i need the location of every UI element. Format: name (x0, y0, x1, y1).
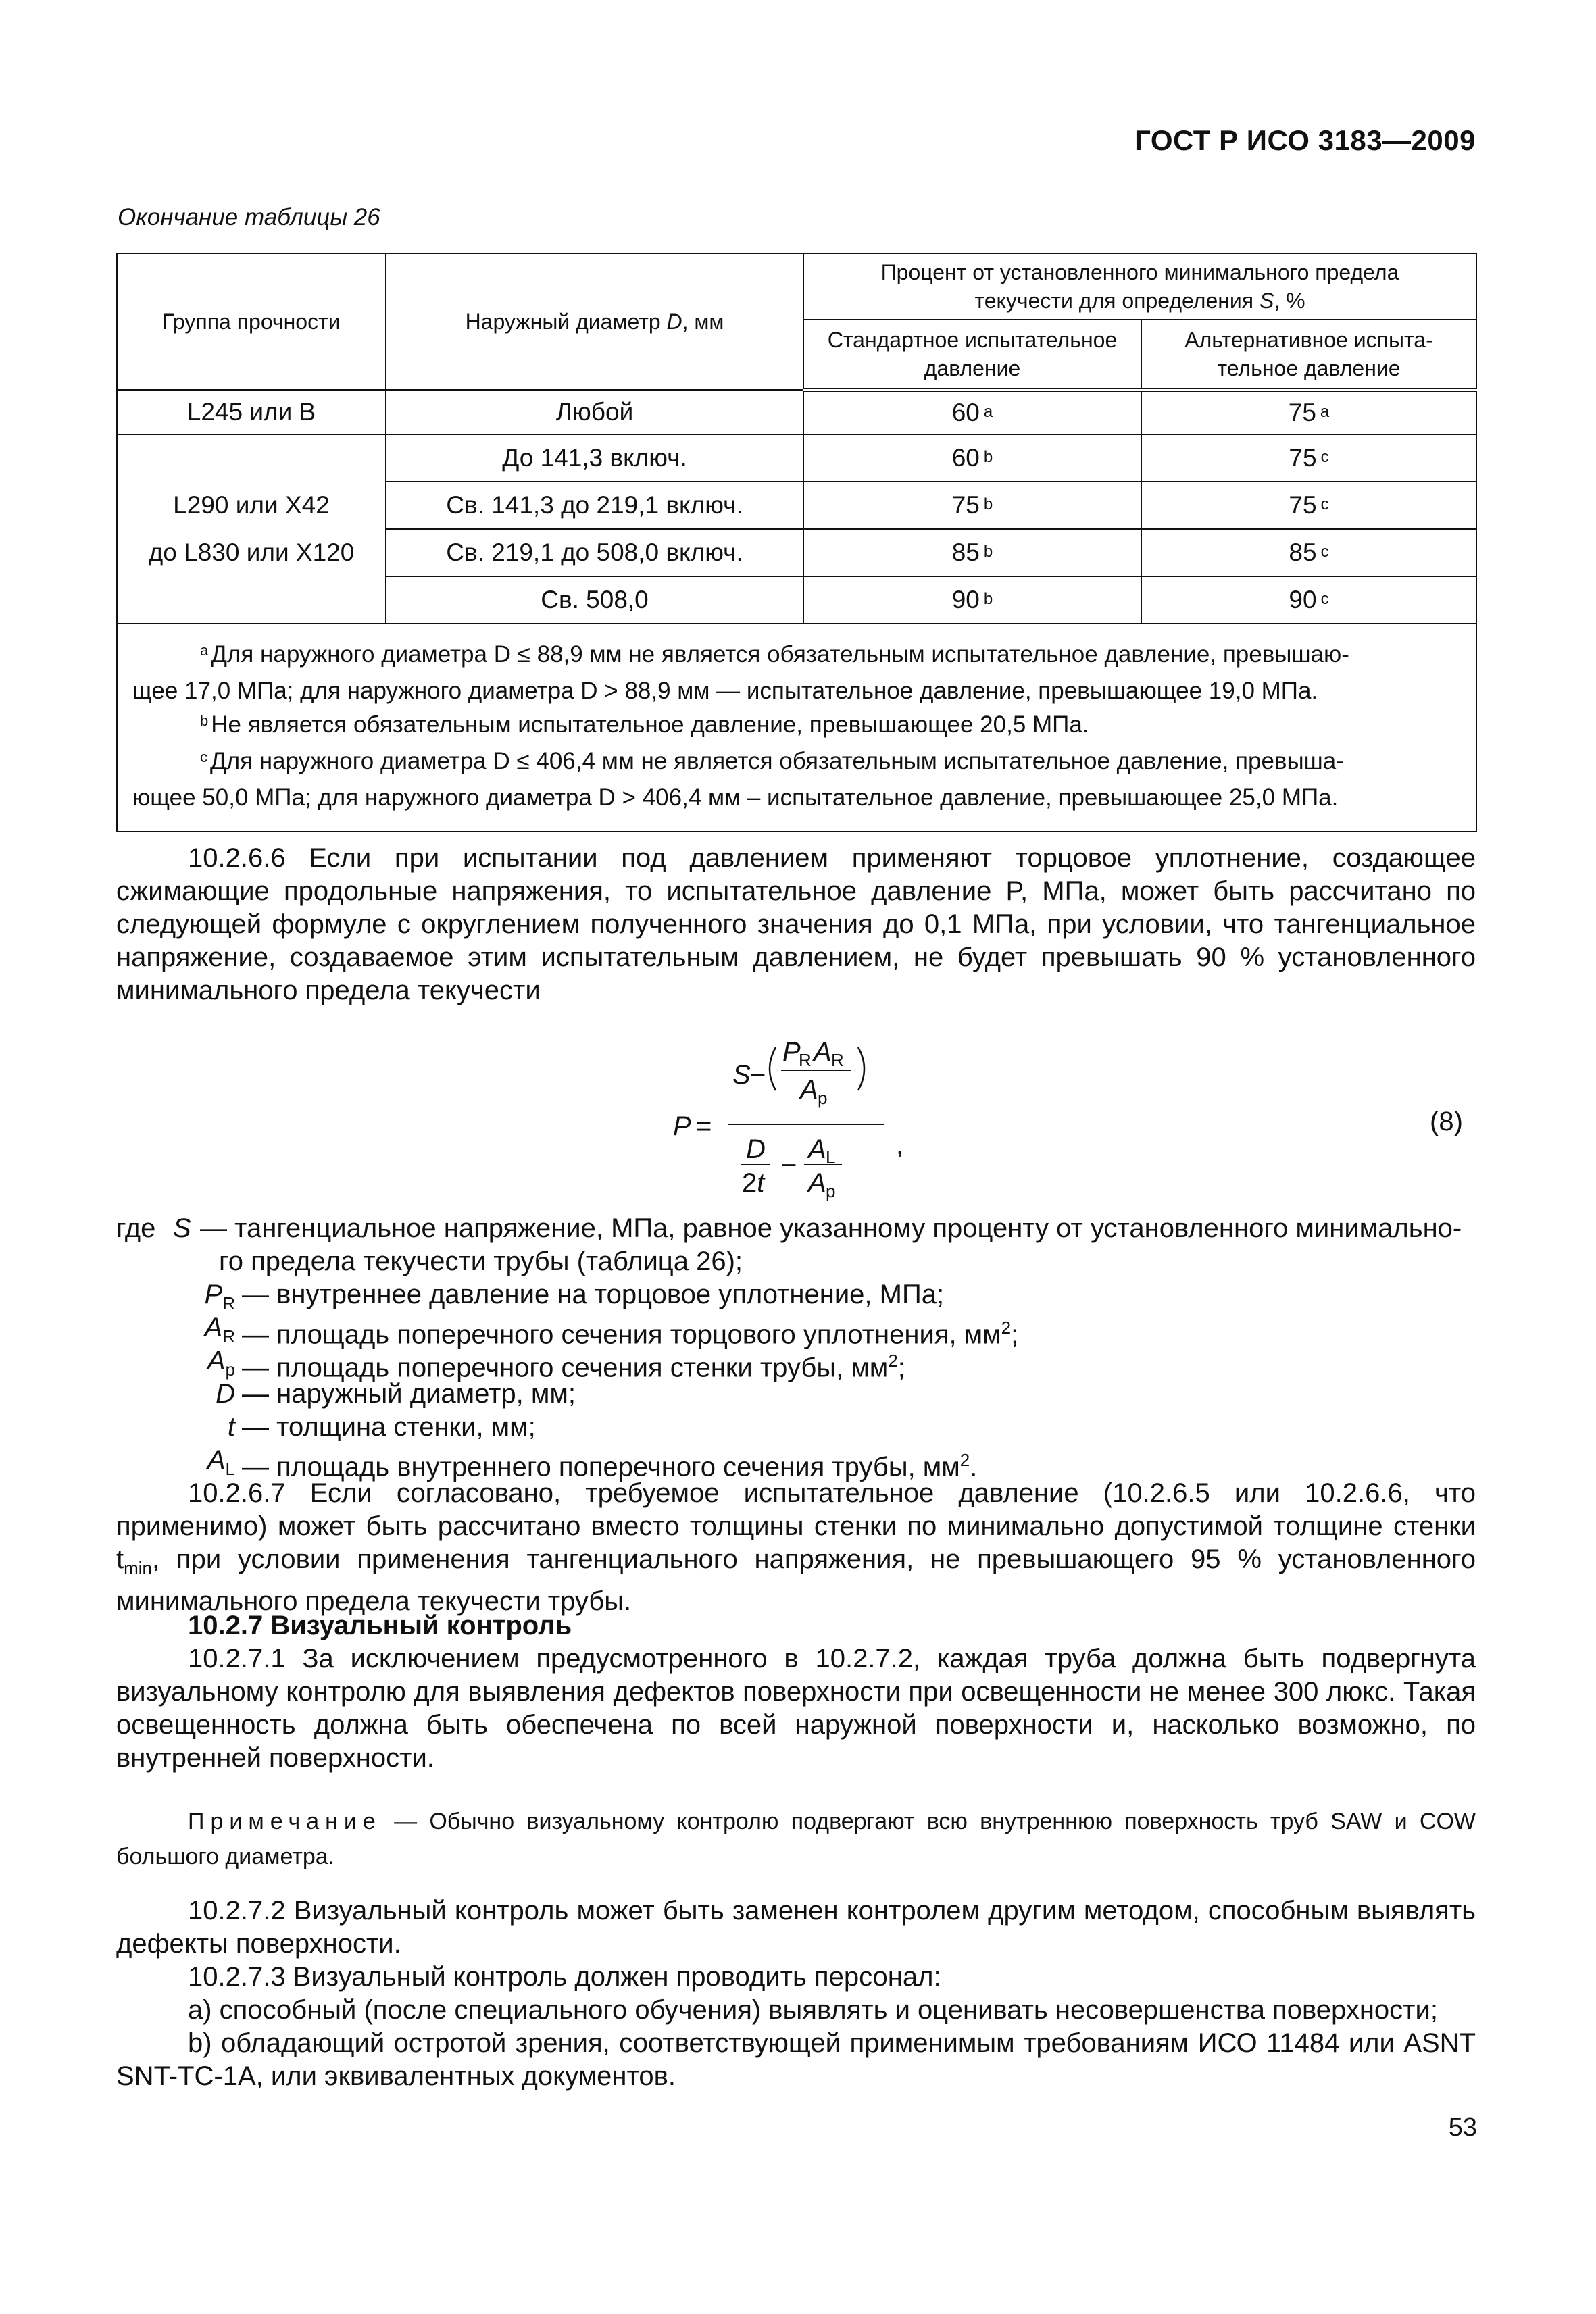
legend-symbol: $A_p$ (207, 1346, 235, 1380)
legend-row-Ap (116, 1344, 1476, 1383)
cell-diameter: Св. 508,0 (386, 576, 803, 624)
header-strength-group: Группа прочности (117, 253, 386, 390)
paragraph-10-2-7-2: 10.2.7.2 Визуальный контроль может быть заменен контролем другим методом, способным выявлять дефекты поверхности. (116, 1896, 1476, 1959)
legend-definition: го предела текучести трубы (таблица 26); (219, 1247, 743, 1276)
paragraph-10-2-6-7: 10.2.6.7 Если согласовано, требуемое испытательное давление (10.2.6.5 или 10.2.6.6, что применимо) может быть рассчитано вместо толщины стенки по минимально допустимой толщине стенки $t_{min}$, при условии применения тангенциального напряжения, не превышающего 95 % установленного минимального предела текучести трубы. (116, 1478, 1476, 1616)
legend-row-S-cont (116, 1245, 1476, 1278)
legend-row-AR (116, 1311, 1476, 1350)
legend-definition: — площадь поперечного сечения торцового уплотнения, $мм^2$; (242, 1317, 1019, 1350)
legend-row-D (116, 1378, 1476, 1411)
legend-row-S (116, 1212, 1476, 1245)
cell-alternative: 75 $^c$ (1141, 482, 1476, 529)
svg-text:S: S (732, 1060, 751, 1090)
cell-diameter: Св. 141,3 до 219,1 включ. (386, 482, 803, 529)
cell-group: L245 или В (117, 390, 386, 434)
legend-symbol: t (227, 1412, 235, 1442)
svg-text:−: − (781, 1151, 797, 1180)
group-2-line-1: L290 или Х42 (173, 491, 330, 519)
document-code: ГОСТ Р ИСО 3183—2009 (1134, 124, 1476, 156)
legend-row-PR (116, 1278, 1476, 1311)
svg-text:p: p (818, 1088, 828, 1108)
page-number: 53 (1448, 2113, 1477, 2142)
section-heading: 10.2.7 Визуальный контроль (188, 1611, 572, 1640)
svg-text:D: D (746, 1134, 766, 1164)
legend-symbol: $A_R$ (204, 1313, 235, 1347)
formula-number: (8) (1430, 1107, 1463, 1136)
cell-diameter: Любой (386, 390, 803, 434)
legend-intro: где (116, 1213, 156, 1243)
svg-text:2t: 2t (742, 1168, 765, 1198)
legend-symbol: D (216, 1379, 235, 1409)
svg-text:=: = (696, 1111, 712, 1141)
cell-alternative: 90 $^c$ (1141, 576, 1476, 624)
header-outer-diameter: Наружный диаметр D, мм (386, 253, 803, 390)
paragraph-10-2-7-1: 10.2.7.1 За исключением предусмотренного в 10.2.7.2, каждая труба должна быть подвергнута визуальному контролю для выявления дефектов поверхности при освещенности не менее 300 люкс. Такая освещенность должна быть обеспечена по всей наружной поверхности и, насколько возможно, по внутренней поверхности. (116, 1644, 1476, 1773)
table-footnotes (117, 624, 1476, 832)
svg-text:p: p (826, 1181, 836, 1201)
legend-definition: — площадь поперечного сечения стенки трубы, $мм^2$; (242, 1351, 905, 1383)
legend-definition: — площадь внутреннего поперечного сечения трубы, $мм^2$. (242, 1450, 978, 1482)
svg-text:P: P (673, 1111, 691, 1141)
formula-legend (116, 1212, 1476, 1482)
legend-row-t (116, 1411, 1476, 1444)
footnote-c-line-1: $^c$ Для наружного диаметра D ≤ 406,4 мм не является обязательным испытательное давление, превыша- (200, 748, 1344, 774)
svg-text:R: R (799, 1050, 812, 1070)
table-caption: Окончание таблицы 26 (118, 204, 380, 230)
svg-text:R: R (831, 1050, 844, 1070)
footnote-b: $^b$ Не является обязательным испытательное давление, превышающее 20,5 МПа. (200, 711, 1089, 738)
footnote-a-line-2: щее 17,0 МПа; для наружного диаметра D > 88,9 мм — испытательное давление, превышающее 19,0 МПа. (132, 678, 1318, 704)
legend-definition: — внутреннее давление на торцовое уплотнение, МПа; (242, 1280, 945, 1309)
header-yield-percent: Процент от установленного минимального предела текучести для определения S, % (803, 253, 1476, 320)
cell-alternative: 75 $^c$ (1141, 434, 1476, 482)
list-item-a: а) способный (после специального обучения) выявлять и оценивать несовершенства поверхности; (188, 1995, 1438, 2025)
section-10-2-7 (116, 1609, 1476, 1775)
legend-definition: — тангенциальное напряжение, МПа, равное указанному проценту от установленного минимально- (200, 1213, 1462, 1243)
cell-diameter: Св. 219,1 до 508,0 включ. (386, 529, 803, 576)
cell-standard: 60 $^a$ (803, 390, 1141, 434)
footnote-a-line-1: $^a$ Для наружного диаметра D ≤ 88,9 мм не является обязательным испытательное давление, превышаю- (200, 641, 1349, 668)
legend-symbol: $P_R$ (204, 1280, 235, 1313)
cell-standard: 85 $^b$ (803, 529, 1141, 576)
svg-text:,: , (896, 1130, 904, 1160)
svg-text:−: − (750, 1060, 766, 1090)
svg-text:A: A (814, 1037, 832, 1067)
group-2-line-2: до L830 или Х120 (148, 538, 355, 566)
cell-alternative: 85 $^c$ (1141, 529, 1476, 576)
cell-alternative: 75 $^a$ (1141, 390, 1476, 434)
table-26 (116, 253, 1477, 832)
cell-standard: 75 $^b$ (803, 482, 1141, 529)
legend-row-AL (116, 1444, 1476, 1482)
note (116, 1804, 1476, 1874)
svg-text:L: L (826, 1147, 836, 1167)
formula-8 (669, 1032, 980, 1203)
cell-group-2 (117, 434, 386, 624)
note-label: Примечание (188, 1809, 382, 1834)
section-10-2-7-2-3 (116, 1894, 1476, 2093)
legend-definition: — наружный диаметр, мм; (242, 1379, 576, 1409)
legend-definition: — толщина стенки, мм; (242, 1412, 536, 1442)
paragraph-10-2-6-6: 10.2.6.6 Если при испытании под давлением применяют торцовое уплотнение, создающее сжимающие продольные напряжения, то испытательное давление P, МПа, может быть рассчитано по следующей формуле с округлением полученного значения до 0,1 МПа, при условии, что тангенциальное напряжение, создаваемое этим испытательным давлением, не будет превышать 90 % установленного минимального предела текучести (116, 843, 1476, 1005)
paragraph-10-2-7-3: 10.2.7.3 Визуальный контроль должен проводить персонал: (188, 1962, 941, 1992)
cell-diameter: До 141,3 включ. (386, 434, 803, 482)
cell-standard: 60 $^b$ (803, 434, 1141, 482)
header-standard-pressure: Стандартное испытательное давление (803, 320, 1141, 390)
legend-symbol: $A_L$ (207, 1445, 235, 1479)
svg-text:A: A (808, 1134, 826, 1164)
list-item-b: b) обладающий остротой зрения, соответствующей применимым требованиям ИСО 11484 или ASNT SNT-TC-1A, или эквивалентных документов. (116, 2028, 1476, 2091)
svg-text:P: P (782, 1037, 801, 1067)
header-alternative-pressure: Альтернативное испыта-тельное давление (1141, 320, 1476, 390)
note-text: — Обычно визуальному контролю подвергают всю внутреннюю поверхность труб SAW и COW большого диаметра. (116, 1809, 1476, 1869)
footnote-c-line-2: ющее 50,0 МПа; для наружного диаметра D > 406,4 мм – испытательное давление, превышающее 25,0 МПа. (132, 784, 1339, 811)
legend-symbol: S (173, 1213, 191, 1243)
svg-text:A: A (800, 1075, 818, 1105)
cell-standard: 90 $^b$ (803, 576, 1141, 624)
svg-text:A: A (808, 1168, 826, 1198)
